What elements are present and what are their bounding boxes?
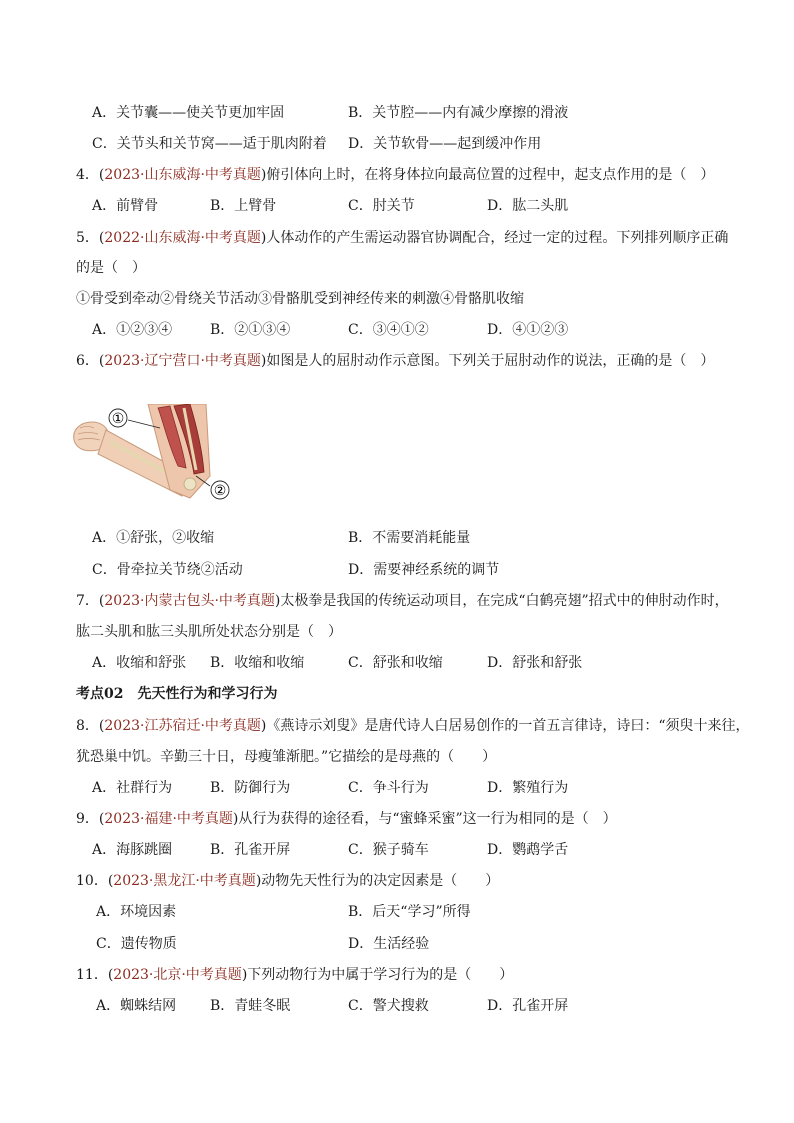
q11-option-a: A．蜘蛛结网 xyxy=(96,998,177,1014)
question-7-cont: 肱二头肌和肱三头肌所处状态分别是（ ） xyxy=(76,624,342,640)
question-11 xyxy=(76,965,513,985)
question-number: 6．( xyxy=(76,353,105,369)
question-number: 9．( xyxy=(76,811,105,827)
q6-option-d: D．需要神经系统的调节 xyxy=(348,562,500,578)
q9-option-c: C．猴子骑车 xyxy=(348,842,429,858)
q3-option-a: A．关节囊——使关节更加牢固 xyxy=(92,105,285,121)
q5-option-b: B．②①③④ xyxy=(210,322,291,338)
label-2: ② xyxy=(213,483,227,499)
question-8-cont: 犹恐巢中饥。辛勤三十日，母瘦雏渐肥。”它描绘的是母燕的（ ） xyxy=(76,749,497,765)
question-number: 4．( xyxy=(76,167,105,183)
question-8 xyxy=(76,716,750,736)
question-text: )太极拳是我国的传统运动项目，在完成“白鹤亮翅”招式中的伸肘动作时， xyxy=(274,593,729,609)
question-text: )人体动作的产生需运动器官协调配合，经过一定的过程。下列排列顺序正确 xyxy=(260,230,729,246)
question-text: )《燕诗示刘叟》是唐代诗人白居易创作的一首五言律诗，诗曰：“须臾十来往， xyxy=(260,718,750,734)
q10-option-c: C．遗传物质 xyxy=(96,936,177,952)
q9-option-b: B．孔雀开屏 xyxy=(210,842,291,858)
question-number: 11．( xyxy=(76,967,114,983)
question-text: )俯引体向上时，在将身体拉向最高位置的过程中，起支点作用的是（ ） xyxy=(260,167,715,183)
q8-option-d: D．繁殖行为 xyxy=(487,780,569,796)
q5-option-d: D．④①②③ xyxy=(487,322,569,338)
question-source: 2023·辽宁营口·中考真题 xyxy=(104,353,261,369)
question-number: 7．( xyxy=(76,593,105,609)
q10-option-a: A．环境因素 xyxy=(96,904,177,920)
question-number: 10．( xyxy=(76,873,114,889)
question-source: 2023·北京·中考真题 xyxy=(113,967,242,983)
question-source: 2023·黑龙江·中考真题 xyxy=(113,873,256,889)
q6-option-b: B．不需要消耗能量 xyxy=(348,530,471,546)
q11-option-d: D．孔雀开屏 xyxy=(487,998,569,1014)
question-text: )下列动物行为中属于学习行为的是（ ） xyxy=(241,967,514,983)
question-text: )动物先天性行为的决定因素是（ ） xyxy=(255,873,500,889)
question-text: )从行为获得的途径看，与“蜜蜂采蜜”这一行为相同的是（ ） xyxy=(232,811,617,827)
question-source: 2022·山东威海·中考真题 xyxy=(104,230,261,246)
q4-option-b: B．上臂骨 xyxy=(210,198,277,214)
question-source: 2023·福建·中考真题 xyxy=(104,811,233,827)
q10-option-b: B．后天“学习”所得 xyxy=(348,904,471,920)
question-10 xyxy=(76,871,499,891)
q7-option-a: A．收缩和舒张 xyxy=(92,655,187,671)
q4-option-c: C．肘关节 xyxy=(348,198,415,214)
q6-option-c: C．骨牵拉关节绕②活动 xyxy=(92,562,243,578)
question-7 xyxy=(76,591,729,611)
q3-option-c: C．关节头和关节窝——适于肌肉附着 xyxy=(92,136,327,152)
q9-option-a: A．海豚跳圈 xyxy=(92,842,173,858)
q8-option-b: B．防御行为 xyxy=(210,780,291,796)
question-source: 2023·山东威海·中考真题 xyxy=(104,167,261,183)
question-5 xyxy=(76,228,728,248)
q8-option-a: A．社群行为 xyxy=(92,780,173,796)
q3-option-d: D．关节软骨——起到缓冲作用 xyxy=(348,136,542,152)
q7-option-d: D．舒张和舒张 xyxy=(487,655,583,671)
question-5-steps: ①骨受到牵动②骨绕关节活动③骨骼肌受到神经传来的刺激④骨骼肌收缩 xyxy=(76,291,524,307)
label-1: ① xyxy=(111,411,125,427)
q4-option-d: D．肱二头肌 xyxy=(487,198,569,214)
q11-option-b: B．青蛙冬眠 xyxy=(210,998,291,1014)
q10-option-d: D．生活经验 xyxy=(348,936,430,952)
question-4 xyxy=(76,165,714,185)
question-5-cont: 的是（ ） xyxy=(76,260,146,276)
question-number: 5．( xyxy=(76,230,105,246)
question-number: 8．( xyxy=(76,718,105,734)
q5-option-a: A．①②③④ xyxy=(92,322,173,338)
q6-option-a: A．①舒张，②收缩 xyxy=(92,530,215,546)
q7-option-b: B．收缩和收缩 xyxy=(210,655,305,671)
q9-option-d: D．鹦鹉学舌 xyxy=(487,842,569,858)
q8-option-c: C．争斗行为 xyxy=(348,780,429,796)
question-text: )如图是人的屈肘动作示意图。下列关于屈肘动作的说法，正确的是（ ） xyxy=(260,353,715,369)
question-source: 2023·江苏宿迁·中考真题 xyxy=(104,718,261,734)
elbow-joint xyxy=(184,478,196,490)
section-heading: 考点02 先天性行为和学习行为 xyxy=(76,686,278,702)
question-9 xyxy=(76,809,617,829)
question-source: 2023·内蒙古包头·中考真题 xyxy=(104,593,275,609)
q5-option-c: C．③④①② xyxy=(348,322,429,338)
question-6 xyxy=(76,351,714,371)
q3-option-b: B．关节腔——内有减少摩擦的滑液 xyxy=(348,105,569,121)
elbow-flexion-figure xyxy=(70,404,240,504)
q4-option-a: A．前臂骨 xyxy=(92,198,159,214)
q11-option-c: C．警犬搜救 xyxy=(348,998,429,1014)
q7-option-c: C．舒张和收缩 xyxy=(348,655,443,671)
